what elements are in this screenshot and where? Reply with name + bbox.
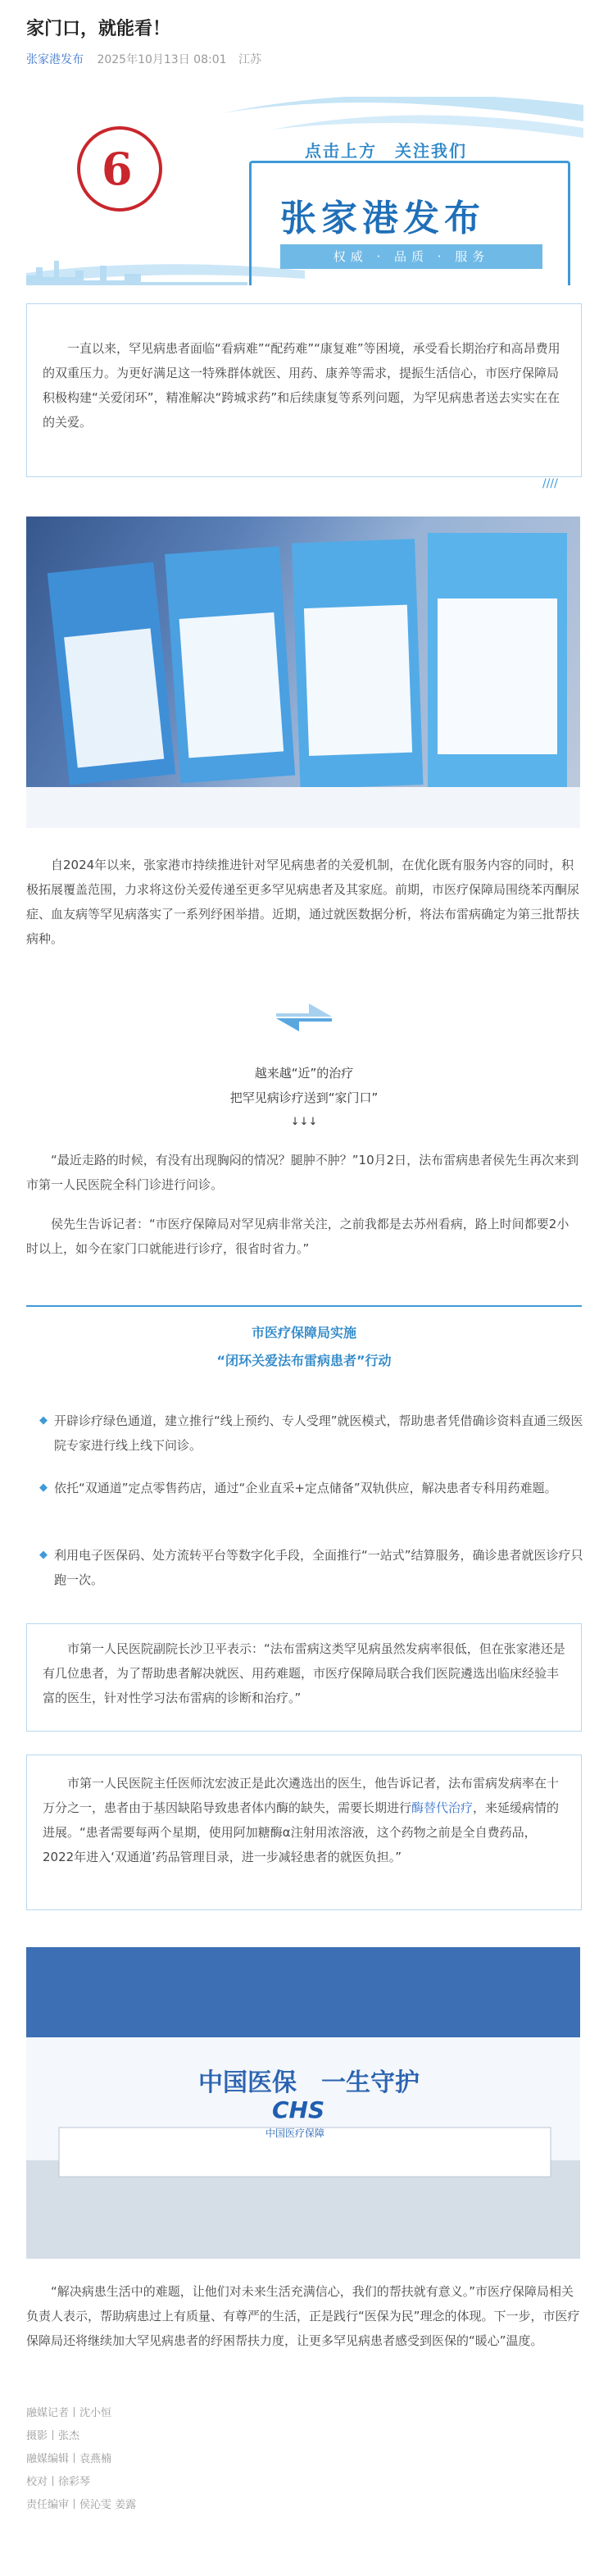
brochure-illustration [26,517,580,828]
banner-title: 张家港发布 [280,198,485,239]
credit-photo: 摄影丨张杰 [26,2430,80,2442]
service-hall-photo [26,1947,580,2259]
banner-slogan: 点击上方 关注我们 [305,141,467,161]
quote-paragraph-2: 侯先生告诉记者：“市医疗保障局对罕见病非常关注，之前我都是去苏州看病，路上时间都要2小时以上，如今在家门口就能进行诊疗，很省时省力。” [26,1217,569,1256]
hall-sign: 中国医保 一生守护 [198,2069,420,2097]
banner-tagline: 权威 · 品质 · 服务 [280,244,542,269]
header-banner[interactable] [26,97,583,285]
closing-paragraph: “解决病患生活中的难题，让他们对未来生活充满信心，我们的帮扶就有意义。”市医疗保障局相关负责人表示，帮助病患过上有质量、有尊严的生活，正是践行“医保为民”理念的体现。下一步，市医疗保障局还将继续加大罕见病患者的纾困帮扶力度，让更多罕见病患者感受到医保的“暖心”温度。 [26,2284,580,2348]
publish-location: 江苏 [238,53,261,66]
quote-card-1-text: 市第一人民医院副院长沙卫平表示：“法布雷病这类罕见病虽然发病率很低，但在张家港还是有几位患者，为了帮助患者解决就医、用药难题，市医疗保障局联合我们医院遴选出临床经验丰富的医生，针对性学习法布雷病的诊断和治疗。” [43,1641,565,1705]
caption-arrows: ↓↓↓ [290,1116,318,1128]
treatment-link[interactable]: 酶替代治疗 [411,1800,474,1815]
intro-decoration: //// [542,477,558,490]
section-heading-line-2: “闭环关爱法布雷病患者”行动 [216,1353,392,1368]
article-meta [26,51,270,67]
bullet-item-1: ◆ 开辟诊疗绿色通道，建立推行“线上预约、专人受理”就医模式，帮助患者凭借确诊资料直通三级医院专家进行线上线下问诊。 [39,1409,587,1458]
credit-reporter: 融媒记者丨沈小恒 [26,2407,112,2419]
source-link[interactable]: 张家港发布 [26,53,84,66]
bullet-item-3: ◆ 利用电子医保码、处方流转平台等数字化手段，全面推行“一站式”结算服务，确诊患者就医诊疗只跑一次。 [39,1543,587,1592]
article-title: 家门口，就能看！ [26,19,171,39]
publish-date: 2025年10月13日 08:01 [97,53,227,66]
caption-line-1: 越来越“近”的治疗 [254,1066,354,1081]
caption-line-2: 把罕见病诊疗送到“家门口” [229,1090,379,1105]
swap-arrows-icon [273,999,335,1036]
quote-paragraph-1: “最近走路的时候，有没有出现胸闷的情况？腿肿不肿？”10月2日，法布雷病患者侯先生再次来到市第一人民医院全科门诊进行问诊。 [26,1153,579,1192]
paragraph-1: 自2024年以来，张家港市持续推进针对罕见病患者的关爱机制，在优化既有服务内容的同时，积极拓展覆盖范围，力求将这份关爱传递至更多罕见病患者及其家庭。前期，市医疗保障局围绕苯丙酮尿症、血友病等罕见病落实了一系列纾困举措。近期，通过就医数据分析，将法布雷病确定为第三批帮扶病种。 [26,858,580,946]
credit-proofreader: 校对丨徐彩琴 [26,2476,91,2488]
bullet-item-2: ◆ 依托“双通道”定点零售药店，通过“企业直采+定点储备”双轨供应，解决患者专科用药难题。 [39,1476,587,1500]
chs-logo: CHS [272,2096,325,2123]
section-heading-line-1: 市医疗保障局实施 [251,1325,356,1340]
credit-editor: 融媒编辑丨袁燕楠 [26,2453,112,2465]
credit-reviewer: 责任编审丨侯沁雯 姜露 [26,2499,137,2511]
quote-card-2-text: 市第一人民医院主任医师沈宏波正是此次遴选出的医生，他告诉记者，法布雷病发病率在十万分之一，患者由于基因缺陷导致患者体内酶的缺失，需要长期进行酶替代治疗，来延缓病情的进展。“患者需要每两个星期，使用阿加糖酶α注射用浓溶液，这个药物之前是全自费药品，2022年进入‘双通道’药品管理目录，进一步减轻患者的就医负担。” [43,1776,560,1864]
brochure-photo [26,517,580,828]
section-divider [26,1305,582,1307]
intro-text: 一直以来，罕见病患者面临“看病难”“配药难”“康复难”等困境，承受看长期治疗和高昂费用的双重压力。为更好满足这一特殊群体就医、用药、康养等需求，提振生活信心，市医疗保障局积极构建“关爱闭环”，精准解决“跨城求药”和后续康复等系列问题，为罕见病患者送去实实在在的关爱。 [43,341,560,430]
chs-logo-subtitle: 中国医疗保障 [265,2128,325,2139]
brand-logo: 6 [77,126,162,212]
